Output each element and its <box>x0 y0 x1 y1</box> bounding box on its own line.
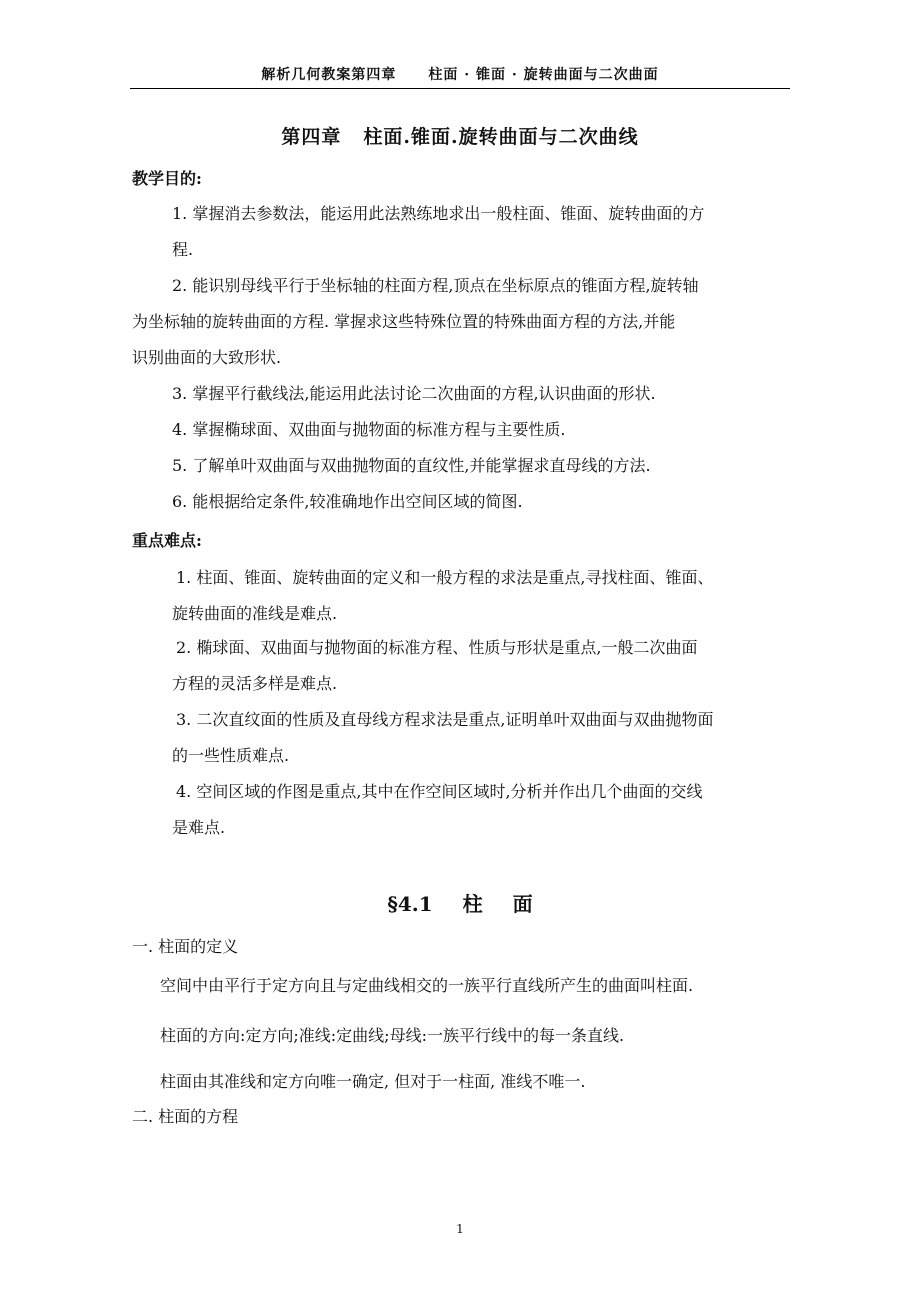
objective-item-4: 4. 掌握椭球面、双曲面与抛物面的标准方程与主要性质. <box>172 420 566 439</box>
definition-subhead: 一. 柱面的定义 <box>132 937 239 956</box>
key-point-item-4: 4. 空间区域的作图是重点,其中在作空间区域时,分析并作出几个曲面的交线 <box>176 782 703 801</box>
objective-2-line-2: 为坐标轴的旋转曲面的方程. 掌握求这些特殊位置的特殊曲面方程的方法,并能 <box>132 312 676 331</box>
chapter-number: 第四章 <box>281 126 342 148</box>
objective-item-3: 3. 掌握平行截线法,能运用此法讨论二次曲面的方程,认识曲面的形状. <box>172 384 656 403</box>
definition-paragraph-2: 柱面的方向:定方向;准线:定曲线;母线:一族平行线中的每一条直线. <box>160 1026 625 1045</box>
definition-paragraph-1: 空间中由平行于定方向且与定曲线相交的一族平行直线所产生的曲面叫柱面. <box>160 976 694 995</box>
key-point-1-line-1: 1. 柱面、锥面、旋转曲面的定义和一般方程的求法是重点,寻找柱面、锥面、 <box>176 568 714 587</box>
section-name-part-1: 柱 <box>462 892 483 916</box>
key-points-heading: 重点难点: <box>132 531 202 550</box>
key-point-item-3: 3. 二次直纹面的性质及直母线方程求法是重点,证明单叶双曲面与双曲抛物面 <box>176 710 714 729</box>
key-point-item-1-cont: 旋转曲面的准线是难点. <box>172 604 338 623</box>
header-left: 解析几何教案第四章 <box>261 67 397 83</box>
objective-item-2 <box>172 268 796 304</box>
key-point-item-2-cont: 方程的灵活多样是难点. <box>172 674 338 693</box>
objective-item-2-cont <box>132 304 796 376</box>
key-point-item-4-cont: 是难点. <box>172 818 226 837</box>
objective-2-line-1: 2. 能识别母线平行于坐标轴的柱面方程,顶点在坐标原点的锥面方程,旋转轴 <box>172 276 699 295</box>
header-right: 柱面 · 锥面 · 旋转曲面与二次曲面 <box>428 67 659 83</box>
key-point-item-1 <box>176 560 800 596</box>
objective-item-6: 6. 能根据给定条件,较准确地作出空间区域的简图. <box>172 492 523 511</box>
objective-item-1 <box>172 196 796 268</box>
key-point-item-2: 2. 椭球面、双曲面与抛物面的标准方程、性质与形状是重点,一般二次曲面 <box>176 638 698 657</box>
chapter-title <box>130 122 790 149</box>
page-number: 1 <box>456 1222 464 1236</box>
section-number: §4.1 <box>387 892 433 916</box>
chapter-name: 柱面.锥面.旋转曲面与二次曲线 <box>363 126 639 148</box>
equation-subhead: 二. 柱面的方程 <box>132 1107 239 1126</box>
running-header <box>130 64 790 84</box>
objective-item-5: 5. 了解单叶双曲面与双曲抛物面的直纹性,并能掌握求直母线的方法. <box>172 456 651 475</box>
objective-1-line-2: 程. <box>172 240 194 259</box>
key-point-item-3-cont: 的一些性质难点. <box>172 746 290 765</box>
objective-1-line-1: 1. 掌握消去参数法，能运用此法熟练地求出一般柱面、锥面、旋转曲面的方 <box>172 204 705 223</box>
objective-2-line-3: 识别曲面的大致形状. <box>132 348 282 367</box>
definition-paragraph-3: 柱面由其准线和定方向唯一确定, 但对于一柱面, 准线不唯一. <box>160 1072 586 1091</box>
objectives-heading: 教学目的: <box>132 169 202 188</box>
section-name-part-2: 面 <box>512 892 533 916</box>
section-title <box>130 888 790 917</box>
header-divider <box>130 88 790 89</box>
